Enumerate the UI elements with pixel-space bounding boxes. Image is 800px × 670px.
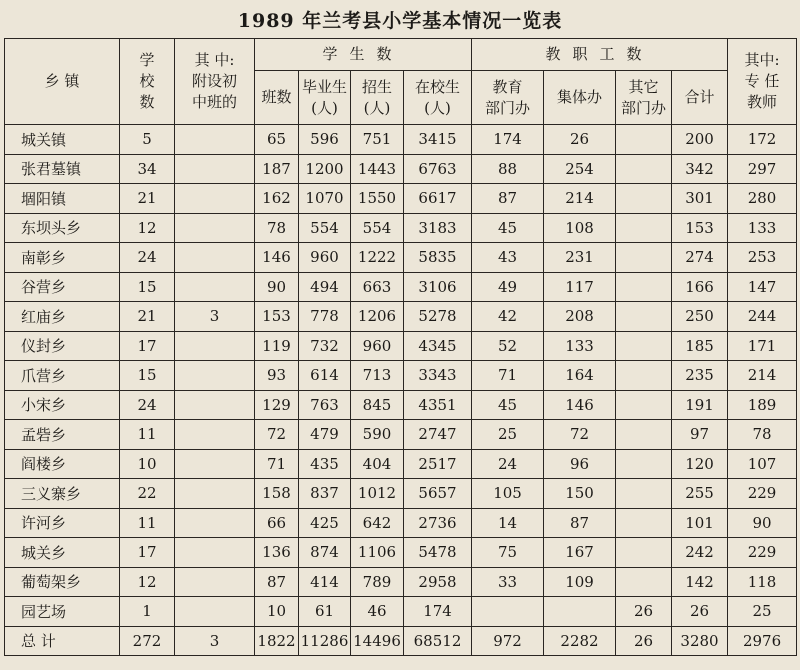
cell-enrolled: 1222 [351, 243, 404, 273]
cell-total: 101 [672, 508, 728, 538]
cell-collective: 167 [544, 538, 616, 568]
header-other-dept [616, 71, 672, 125]
cell-schools: 17 [120, 331, 175, 361]
cell-edu-dept: 87 [472, 184, 544, 214]
cell-graduates: 414 [299, 567, 351, 597]
header-attached-junior [175, 39, 255, 125]
cell-full-time-teachers: 253 [728, 243, 797, 273]
cell-collective: 150 [544, 479, 616, 509]
cell-in-school: 3415 [404, 125, 472, 155]
cell-total: 142 [672, 567, 728, 597]
cell-attached-junior [175, 184, 255, 214]
cell-township: 仪封乡 [5, 331, 120, 361]
table-row [5, 538, 797, 568]
cell-edu-dept: 14 [472, 508, 544, 538]
cell-attached-junior: 3 [175, 626, 255, 656]
cell-schools: 24 [120, 243, 175, 273]
cell-enrolled: 1106 [351, 538, 404, 568]
cell-classes: 129 [255, 390, 299, 420]
cell-total: 250 [672, 302, 728, 332]
cell-edu-dept: 174 [472, 125, 544, 155]
header-full-time-line: 其中: [744, 51, 780, 69]
cell-in-school: 2517 [404, 449, 472, 479]
cell-graduates: 61 [299, 597, 351, 627]
cell-graduates: 494 [299, 272, 351, 302]
cell-collective: 214 [544, 184, 616, 214]
header-full-time-line: 教师 [747, 93, 778, 111]
cell-other-dept [616, 302, 672, 332]
cell-in-school: 174 [404, 597, 472, 627]
cell-edu-dept: 49 [472, 272, 544, 302]
cell-other-dept [616, 184, 672, 214]
header-in-school-line: 在校生 [415, 77, 461, 96]
cell-in-school: 68512 [404, 626, 472, 656]
table-row [5, 597, 797, 627]
cell-graduates: 763 [299, 390, 351, 420]
cell-collective: 231 [544, 243, 616, 273]
cell-enrolled: 404 [351, 449, 404, 479]
header-full-time-line: 专 任 [744, 72, 780, 90]
cell-schools: 11 [120, 420, 175, 450]
cell-total: 153 [672, 213, 728, 243]
table-row [5, 567, 797, 597]
cell-full-time-teachers: 214 [728, 361, 797, 391]
cell-in-school: 2736 [404, 508, 472, 538]
cell-edu-dept: 42 [472, 302, 544, 332]
cell-enrolled: 590 [351, 420, 404, 450]
cell-in-school: 5478 [404, 538, 472, 568]
header-full-time-teachers [728, 39, 797, 125]
cell-schools: 15 [120, 272, 175, 302]
cell-full-time-teachers: 2976 [728, 626, 797, 656]
cell-graduates: 960 [299, 243, 351, 273]
cell-total: 120 [672, 449, 728, 479]
cell-graduates: 596 [299, 125, 351, 155]
cell-full-time-teachers: 171 [728, 331, 797, 361]
cell-enrolled: 46 [351, 597, 404, 627]
cell-other-dept [616, 479, 672, 509]
cell-total: 3280 [672, 626, 728, 656]
cell-attached-junior [175, 125, 255, 155]
data-table [4, 38, 797, 656]
cell-edu-dept: 75 [472, 538, 544, 568]
cell-attached-junior [175, 390, 255, 420]
cell-full-time-teachers: 147 [728, 272, 797, 302]
header-edu-dept-line: 部门办 [485, 98, 531, 117]
cell-classes: 93 [255, 361, 299, 391]
cell-total: 26 [672, 597, 728, 627]
cell-enrolled: 751 [351, 125, 404, 155]
cell-attached-junior: 3 [175, 302, 255, 332]
table-row [5, 449, 797, 479]
cell-enrolled: 663 [351, 272, 404, 302]
cell-full-time-teachers: 78 [728, 420, 797, 450]
cell-schools: 12 [120, 213, 175, 243]
cell-edu-dept: 88 [472, 154, 544, 184]
header-attached-line: 其 中: [194, 51, 235, 69]
cell-other-dept [616, 390, 672, 420]
cell-other-dept [616, 449, 672, 479]
cell-classes: 146 [255, 243, 299, 273]
cell-township: 堌阳镇 [5, 184, 120, 214]
cell-edu-dept: 45 [472, 390, 544, 420]
cell-edu-dept: 972 [472, 626, 544, 656]
cell-township: 城关乡 [5, 538, 120, 568]
header-enrolled-line: (人) [363, 98, 391, 117]
cell-collective: 96 [544, 449, 616, 479]
cell-full-time-teachers: 244 [728, 302, 797, 332]
cell-classes: 153 [255, 302, 299, 332]
cell-edu-dept: 33 [472, 567, 544, 597]
cell-graduates: 435 [299, 449, 351, 479]
cell-graduates: 614 [299, 361, 351, 391]
cell-total: 242 [672, 538, 728, 568]
cell-in-school: 3106 [404, 272, 472, 302]
header-schools-line: 校 [139, 72, 155, 90]
cell-in-school: 2747 [404, 420, 472, 450]
cell-full-time-teachers: 172 [728, 125, 797, 155]
cell-township: 南彰乡 [5, 243, 120, 273]
cell-collective: 208 [544, 302, 616, 332]
cell-classes: 119 [255, 331, 299, 361]
cell-other-dept [616, 361, 672, 391]
cell-in-school: 6763 [404, 154, 472, 184]
cell-total: 255 [672, 479, 728, 509]
cell-schools: 5 [120, 125, 175, 155]
cell-classes: 10 [255, 597, 299, 627]
cell-total: 191 [672, 390, 728, 420]
cell-schools: 12 [120, 567, 175, 597]
table-row [5, 420, 797, 450]
table-row [5, 508, 797, 538]
cell-graduates: 778 [299, 302, 351, 332]
cell-attached-junior [175, 361, 255, 391]
cell-collective: 117 [544, 272, 616, 302]
cell-other-dept [616, 508, 672, 538]
cell-schools: 17 [120, 538, 175, 568]
cell-in-school: 6617 [404, 184, 472, 214]
cell-classes: 71 [255, 449, 299, 479]
cell-enrolled: 554 [351, 213, 404, 243]
header-students-group: 学生数 [255, 39, 472, 71]
cell-attached-junior [175, 479, 255, 509]
cell-attached-junior [175, 331, 255, 361]
table-row [5, 331, 797, 361]
cell-township: 总 计 [5, 626, 120, 656]
header-attached-line: 中班的 [191, 93, 237, 111]
cell-graduates: 732 [299, 331, 351, 361]
cell-other-dept [616, 567, 672, 597]
cell-classes: 65 [255, 125, 299, 155]
table-row [5, 154, 797, 184]
cell-classes: 72 [255, 420, 299, 450]
cell-attached-junior [175, 272, 255, 302]
cell-other-dept: 26 [616, 626, 672, 656]
cell-edu-dept: 71 [472, 361, 544, 391]
cell-classes: 187 [255, 154, 299, 184]
header-enrolled-line: 招生 [361, 77, 392, 96]
cell-township: 小宋乡 [5, 390, 120, 420]
cell-in-school: 4345 [404, 331, 472, 361]
header-graduates-line: 毕业生 [301, 77, 347, 96]
cell-enrolled: 845 [351, 390, 404, 420]
cell-township: 孟砦乡 [5, 420, 120, 450]
cell-graduates: 1200 [299, 154, 351, 184]
cell-classes: 1822 [255, 626, 299, 656]
header-other-dept-line: 其它 [628, 77, 659, 96]
cell-full-time-teachers: 118 [728, 567, 797, 597]
cell-total: 235 [672, 361, 728, 391]
cell-collective: 109 [544, 567, 616, 597]
cell-township: 三义寨乡 [5, 479, 120, 509]
cell-full-time-teachers: 297 [728, 154, 797, 184]
cell-classes: 78 [255, 213, 299, 243]
cell-edu-dept [472, 597, 544, 627]
cell-full-time-teachers: 90 [728, 508, 797, 538]
cell-classes: 136 [255, 538, 299, 568]
cell-collective: 108 [544, 213, 616, 243]
cell-collective: 87 [544, 508, 616, 538]
cell-other-dept [616, 213, 672, 243]
cell-schools: 21 [120, 302, 175, 332]
table-row [5, 361, 797, 391]
cell-graduates: 837 [299, 479, 351, 509]
cell-total: 185 [672, 331, 728, 361]
cell-township: 园艺场 [5, 597, 120, 627]
table-row [5, 272, 797, 302]
header-edu-dept-line: 教育 [492, 77, 523, 96]
cell-schools: 15 [120, 361, 175, 391]
table-row [5, 243, 797, 273]
cell-edu-dept: 25 [472, 420, 544, 450]
cell-township: 东坝头乡 [5, 213, 120, 243]
cell-total: 301 [672, 184, 728, 214]
cell-attached-junior [175, 243, 255, 273]
cell-full-time-teachers: 107 [728, 449, 797, 479]
cell-other-dept [616, 538, 672, 568]
cell-edu-dept: 105 [472, 479, 544, 509]
cell-schools: 24 [120, 390, 175, 420]
cell-schools: 21 [120, 184, 175, 214]
cell-collective [544, 597, 616, 627]
cell-other-dept [616, 125, 672, 155]
table-row [5, 390, 797, 420]
cell-classes: 158 [255, 479, 299, 509]
header-collective: 集体办 [544, 71, 616, 125]
cell-classes: 87 [255, 567, 299, 597]
cell-edu-dept: 43 [472, 243, 544, 273]
header-schools-line: 数 [139, 93, 155, 111]
cell-graduates: 479 [299, 420, 351, 450]
cell-enrolled: 789 [351, 567, 404, 597]
cell-attached-junior [175, 213, 255, 243]
table-header [5, 39, 797, 125]
cell-enrolled: 642 [351, 508, 404, 538]
cell-full-time-teachers: 229 [728, 479, 797, 509]
cell-enrolled: 1550 [351, 184, 404, 214]
cell-collective: 133 [544, 331, 616, 361]
header-graduates [299, 71, 351, 125]
cell-full-time-teachers: 133 [728, 213, 797, 243]
cell-in-school: 3183 [404, 213, 472, 243]
cell-full-time-teachers: 280 [728, 184, 797, 214]
cell-township: 许河乡 [5, 508, 120, 538]
cell-attached-junior [175, 420, 255, 450]
cell-other-dept: 26 [616, 597, 672, 627]
cell-enrolled: 1443 [351, 154, 404, 184]
cell-collective: 2282 [544, 626, 616, 656]
cell-other-dept [616, 420, 672, 450]
cell-attached-junior [175, 154, 255, 184]
table-row [5, 184, 797, 214]
cell-in-school: 3343 [404, 361, 472, 391]
table-row [5, 302, 797, 332]
cell-schools: 1 [120, 597, 175, 627]
cell-township: 阎楼乡 [5, 449, 120, 479]
table-title: 1989 年兰考县小学基本情况一览表 [237, 10, 563, 32]
cell-enrolled: 713 [351, 361, 404, 391]
header-classes: 班数 [255, 71, 299, 125]
cell-schools: 11 [120, 508, 175, 538]
cell-full-time-teachers: 25 [728, 597, 797, 627]
cell-full-time-teachers: 189 [728, 390, 797, 420]
header-schools-line: 学 [139, 51, 155, 69]
header-attached-line: 附设初 [191, 72, 237, 90]
cell-in-school: 5657 [404, 479, 472, 509]
header-in-school-line: (人) [424, 98, 451, 117]
cell-other-dept [616, 243, 672, 273]
cell-township: 葡萄架乡 [5, 567, 120, 597]
cell-full-time-teachers: 229 [728, 538, 797, 568]
cell-enrolled: 14496 [351, 626, 404, 656]
cell-attached-junior [175, 508, 255, 538]
header-other-dept-line: 部门办 [621, 98, 667, 117]
cell-other-dept [616, 272, 672, 302]
cell-graduates: 11286 [299, 626, 351, 656]
cell-schools: 272 [120, 626, 175, 656]
cell-schools: 22 [120, 479, 175, 509]
cell-enrolled: 1206 [351, 302, 404, 332]
cell-collective: 254 [544, 154, 616, 184]
table-row [5, 479, 797, 509]
cell-total: 166 [672, 272, 728, 302]
cell-graduates: 1070 [299, 184, 351, 214]
cell-other-dept [616, 154, 672, 184]
cell-total: 342 [672, 154, 728, 184]
cell-edu-dept: 52 [472, 331, 544, 361]
cell-total: 97 [672, 420, 728, 450]
cell-collective: 146 [544, 390, 616, 420]
cell-collective: 26 [544, 125, 616, 155]
cell-attached-junior [175, 449, 255, 479]
cell-graduates: 554 [299, 213, 351, 243]
header-graduates-line: (人) [311, 98, 338, 117]
table-row [5, 213, 797, 243]
table-row [5, 125, 797, 155]
cell-township: 爪营乡 [5, 361, 120, 391]
header-schools [120, 39, 175, 125]
header-total: 合计 [672, 71, 728, 125]
cell-total: 274 [672, 243, 728, 273]
header-edu-dept [472, 71, 544, 125]
header-enrolled [351, 71, 404, 125]
cell-in-school: 2958 [404, 567, 472, 597]
cell-attached-junior [175, 567, 255, 597]
total-row [5, 626, 797, 656]
cell-enrolled: 1012 [351, 479, 404, 509]
cell-edu-dept: 45 [472, 213, 544, 243]
cell-classes: 162 [255, 184, 299, 214]
cell-edu-dept: 24 [472, 449, 544, 479]
cell-classes: 66 [255, 508, 299, 538]
header-in-school [404, 71, 472, 125]
cell-township: 张君墓镇 [5, 154, 120, 184]
cell-township: 谷营乡 [5, 272, 120, 302]
header-township: 乡 镇 [5, 39, 120, 125]
cell-in-school: 5278 [404, 302, 472, 332]
cell-collective: 72 [544, 420, 616, 450]
cell-in-school: 4351 [404, 390, 472, 420]
header-staff-group: 教职工数 [472, 39, 728, 71]
cell-schools: 34 [120, 154, 175, 184]
cell-graduates: 874 [299, 538, 351, 568]
cell-attached-junior [175, 597, 255, 627]
cell-township: 红庙乡 [5, 302, 120, 332]
cell-graduates: 425 [299, 508, 351, 538]
cell-classes: 90 [255, 272, 299, 302]
table-body [5, 125, 797, 656]
cell-attached-junior [175, 538, 255, 568]
cell-township: 城关镇 [5, 125, 120, 155]
cell-other-dept [616, 331, 672, 361]
cell-schools: 10 [120, 449, 175, 479]
cell-enrolled: 960 [351, 331, 404, 361]
cell-in-school: 5835 [404, 243, 472, 273]
cell-collective: 164 [544, 361, 616, 391]
cell-total: 200 [672, 125, 728, 155]
